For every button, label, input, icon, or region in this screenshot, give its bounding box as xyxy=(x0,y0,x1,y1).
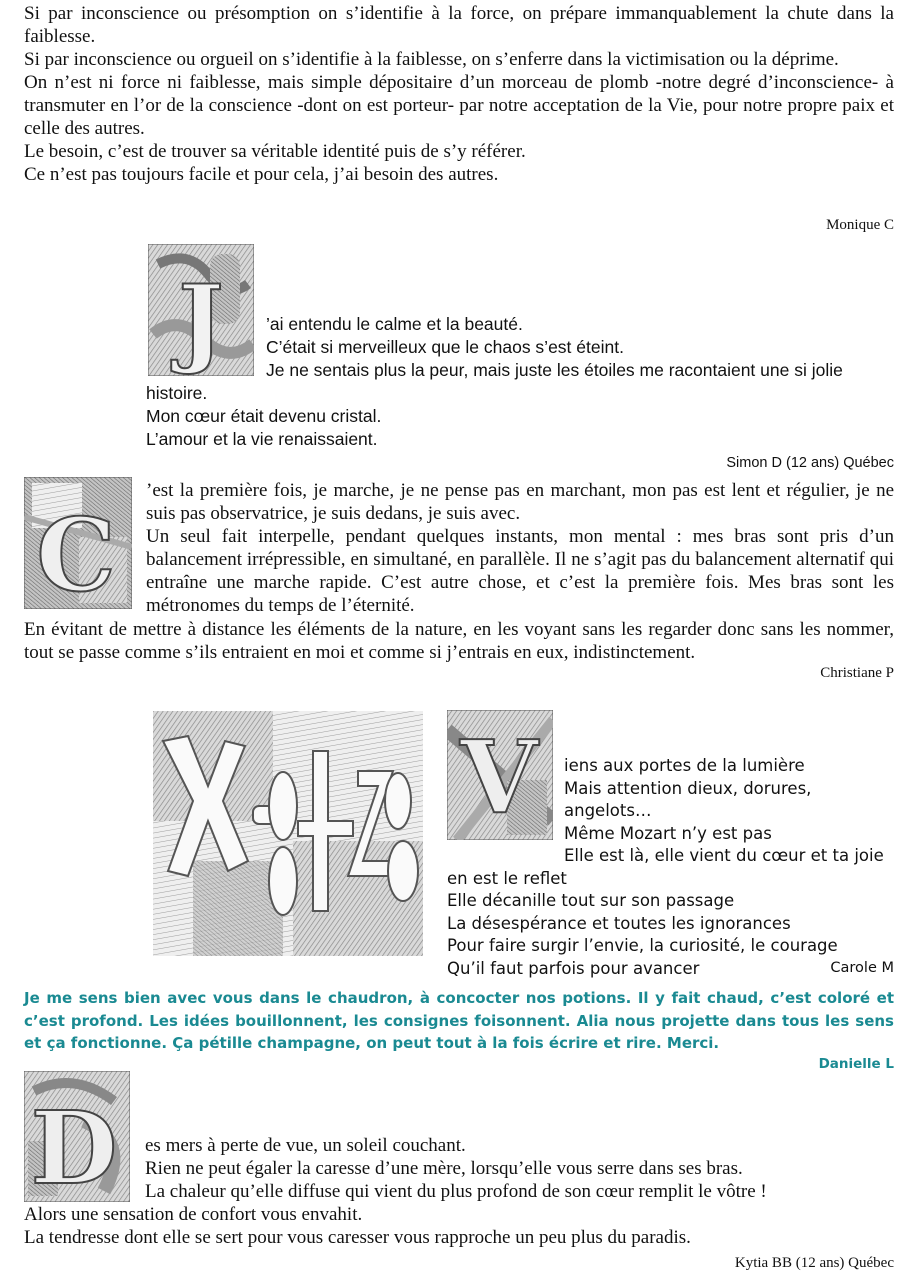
simon-line-3: Je ne sentais plus la peur, mais juste les étoiles me racontaient une si jolie xyxy=(266,360,843,380)
christiane-body xyxy=(146,479,894,617)
monique-text xyxy=(24,2,894,186)
monique-line-1: Si par inconscience ou présomption on s’identifie à la force, on prépare immanquablement la chute dans la faiblesse. xyxy=(24,3,894,47)
kytia-text xyxy=(24,1134,894,1249)
carole-line-4: Elle est là, elle vient du cœur et ta joie xyxy=(564,846,884,865)
carole-line-8: Pour faire surgir l’envie, la curiosité, le courage xyxy=(447,936,838,955)
simon-line-6: L’amour et la vie renaissaient. xyxy=(146,429,378,449)
simon-line-2: C’était si merveilleux que le chaos s’est éteint. xyxy=(266,337,624,357)
kytia-line-1: es mers à perte de vue, un soleil couchant. xyxy=(145,1135,466,1156)
calligraphic-artwork xyxy=(153,711,423,956)
carole-line-5: en est le reflet xyxy=(447,868,567,888)
simon-line-4: histoire. xyxy=(146,383,208,403)
carole-signature: Carole M xyxy=(830,960,894,976)
kytia-line-2: Rien ne peut égaler la caresse d’une mère, lorsqu’elle vous serre dans ses bras. xyxy=(145,1158,743,1179)
carole-line-9: Qu’il faut parfois pour avancer xyxy=(447,958,700,978)
carole-line-3: Même Mozart n’y est pas xyxy=(564,823,772,843)
dropcap-d-letter: D xyxy=(30,1089,118,1202)
christiane-paragraph-3: En évitant de mettre à distance les éléments de la nature, en les voyant sans les regarder donc sans les nommer, tout se passe comme s’ils entraient en moi et comme si j’entrais en eux, indistinctement. xyxy=(24,619,894,663)
monique-line-5: Ce n’est pas toujours facile et pour cela, j’ai besoin des autres. xyxy=(24,164,499,185)
danielle-signature: Danielle L xyxy=(818,1056,894,1072)
christiane-paragraph-1: ’est la première fois, je marche, je ne pense pas en marchant, mon pas est lent et régulier, je ne suis pas observatrice, je suis dedans, je suis avec. xyxy=(146,480,894,524)
carole-poem xyxy=(447,755,897,980)
simon-line-1: ’ai entendu le calme et la beauté. xyxy=(266,314,523,334)
monique-line-3: On n’est ni force ni faiblesse, mais simple dépositaire d’un morceau de plomb -notre degré d’inconscience- à transmuter en l’or de la conscience -dont on est porteur- par notre acceptation de la Vie, pour notre propre paix et celle des autres. xyxy=(24,72,894,139)
simon-signature: Simon D (12 ans) Québec xyxy=(726,455,894,471)
simon-text xyxy=(146,313,894,451)
monique-line-4: Le besoin, c’est de trouver sa véritable identité puis de s’y référer. xyxy=(24,141,526,162)
dropcap-c-letter: C xyxy=(36,496,116,609)
carole-line-1: iens aux portes de la lumière xyxy=(564,756,805,775)
monique-signature: Monique C xyxy=(826,217,894,233)
christiane-paragraph-2: Un seul fait interpelle, pendant quelques instants, mon mental : mes bras sont pris d’un balancement irrépressible, en simultané, en parallèle. Il ne s’agit pas du balancement alternatif qui entraîne une marche rapide. C’est autre chose, et c’est la première fois. Mes bras sont les métronomes du temps de l’éternité. xyxy=(146,526,894,616)
carole-line-6: Elle décanille tout sur son passage xyxy=(447,891,735,910)
carole-line-7: La désespérance et toutes les ignorances xyxy=(447,913,791,933)
kytia-line-5: La tendresse dont elle se sert pour vous caresser vous rapproche un peu plus du paradis. xyxy=(24,1227,691,1248)
dropcap-v-letter: V xyxy=(460,718,538,836)
kytia-line-3: La chaleur qu’elle diffuse qui vient du plus profond de son cœur remplit le vôtre ! xyxy=(145,1181,767,1202)
danielle-text: Je me sens bien avec vous dans le chaudron, à concocter nos potions. Il y fait chaud, c’est coloré et c’est profond. Les idées bouillonnent, les consignes foisonnent. Alia nous projette dans tous les sens et ça fonctionne. Ça pétille champagne, on peut tout à la fois écrire et rire. Merci. xyxy=(24,989,894,1052)
monique-line-2: Si par inconscience ou orgueil on s’identifie à la faiblesse, on s’enferre dans la victimisation ou la déprime. xyxy=(24,49,839,70)
dropcap-j-letter: J xyxy=(178,264,224,376)
dropcap-c-image xyxy=(24,477,132,609)
kytia-line-4: Alors une sensation de confort vous envahit. xyxy=(24,1204,363,1225)
kytia-signature: Kytia BB (12 ans) Québec xyxy=(734,1255,894,1271)
simon-line-5: Mon cœur était devenu cristal. xyxy=(146,406,382,426)
christiane-signature: Christiane P xyxy=(820,665,894,681)
carole-line-2: Mais attention dieux, dorures, angelots… xyxy=(564,778,812,820)
